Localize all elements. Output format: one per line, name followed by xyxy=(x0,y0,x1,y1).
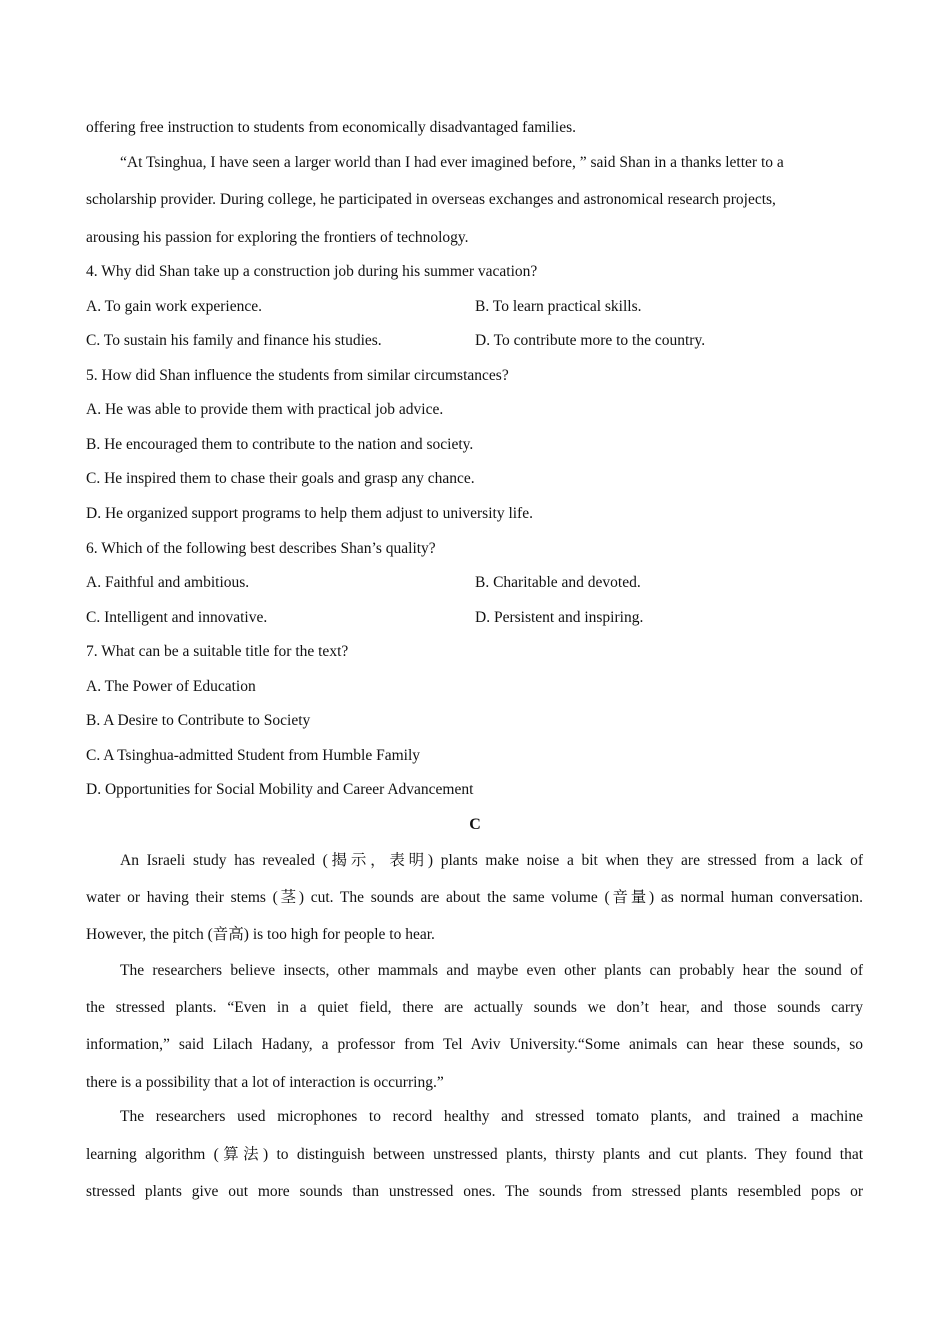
passage-c-heading: C xyxy=(469,816,481,833)
passage-c-p3-line3: stressed plants give out more sounds than unstressed ones. The sounds from stressed plants resembled pops or xyxy=(86,1183,863,1200)
passage-c-p2-line3: information,” said Lilach Hadany, a professor from Tel Aviv University.“Some animals can hear these sounds, so xyxy=(86,1036,863,1053)
question-7-option-a: A. The Power of Education xyxy=(86,678,256,695)
question-6-option-a: A. Faithful and ambitious. xyxy=(86,574,250,591)
question-7-stem: 7. What can be a suitable title for the text? xyxy=(86,643,349,660)
passage-c-p1-line2: water or having their stems (茎) cut. The sounds are about the same volume (音量) as normal human conversation. xyxy=(86,889,863,906)
question-6-stem: 6. Which of the following best describes Shan’s quality? xyxy=(86,540,436,557)
passage-c-p3-line2: learning algorithm (算法) to distinguish between unstressed plants, thirsty plants and cut plants. They found that xyxy=(86,1146,863,1163)
question-7-option-c: C. A Tsinghua-admitted Student from Humble Family xyxy=(86,747,421,764)
passage-c-p3-line1: The researchers used microphones to record healthy and stressed tomato plants, and trained a machine xyxy=(120,1108,863,1125)
passage-b-p2-line1: “At Tsinghua, I have seen a larger world than I had ever imagined before, ” said Shan in a thanks letter to a xyxy=(120,154,784,171)
question-6-option-b: B. Charitable and devoted. xyxy=(475,574,641,591)
passage-b-p2-line3: arousing his passion for exploring the frontiers of technology. xyxy=(86,229,469,246)
question-5-option-a: A. He was able to provide them with practical job advice. xyxy=(86,401,444,418)
passage-b-tail: offering free instruction to students from economically disadvantaged families. xyxy=(86,119,576,136)
question-4-option-b: B. To learn practical skills. xyxy=(475,298,642,315)
passage-c-p1-line1: An Israeli study has revealed (揭示，表明) plants make noise a bit when they are stressed from a lack of xyxy=(120,852,863,869)
passage-b-p2-line2: scholarship provider. During college, he participated in overseas exchanges and astronomical research projects, xyxy=(86,191,776,208)
passage-c-p2-line2: the stressed plants. “Even in a quiet field, there are actually sounds we don’t hear, and those sounds carry xyxy=(86,999,863,1016)
passage-c-p2-line1: The researchers believe insects, other mammals and maybe even other plants can probably hear the sound of xyxy=(120,962,863,979)
question-5-option-c: C. He inspired them to chase their goals and grasp any chance. xyxy=(86,470,475,487)
question-4-option-d: D. To contribute more to the country. xyxy=(475,332,706,349)
question-4-option-c: C. To sustain his family and finance his studies. xyxy=(86,332,382,349)
passage-c-p1-line3: However, the pitch (音高) is too high for people to hear. xyxy=(86,926,435,943)
question-4-option-a: A. To gain work experience. xyxy=(86,298,262,315)
question-7-option-b: B. A Desire to Contribute to Society xyxy=(86,712,311,729)
question-4-stem: 4. Why did Shan take up a construction job during his summer vacation? xyxy=(86,263,538,280)
question-6-option-d: D. Persistent and inspiring. xyxy=(475,609,644,626)
question-5-option-b: B. He encouraged them to contribute to the nation and society. xyxy=(86,436,474,453)
question-5-stem: 5. How did Shan influence the students from similar circumstances? xyxy=(86,367,509,384)
question-7-option-d: D. Opportunities for Social Mobility and Career Advancement xyxy=(86,781,474,798)
question-6-option-c: C. Intelligent and innovative. xyxy=(86,609,268,626)
question-5-option-d: D. He organized support programs to help them adjust to university life. xyxy=(86,505,533,522)
passage-c-p2-line4: there is a possibility that a lot of interaction is occurring.” xyxy=(86,1074,444,1091)
